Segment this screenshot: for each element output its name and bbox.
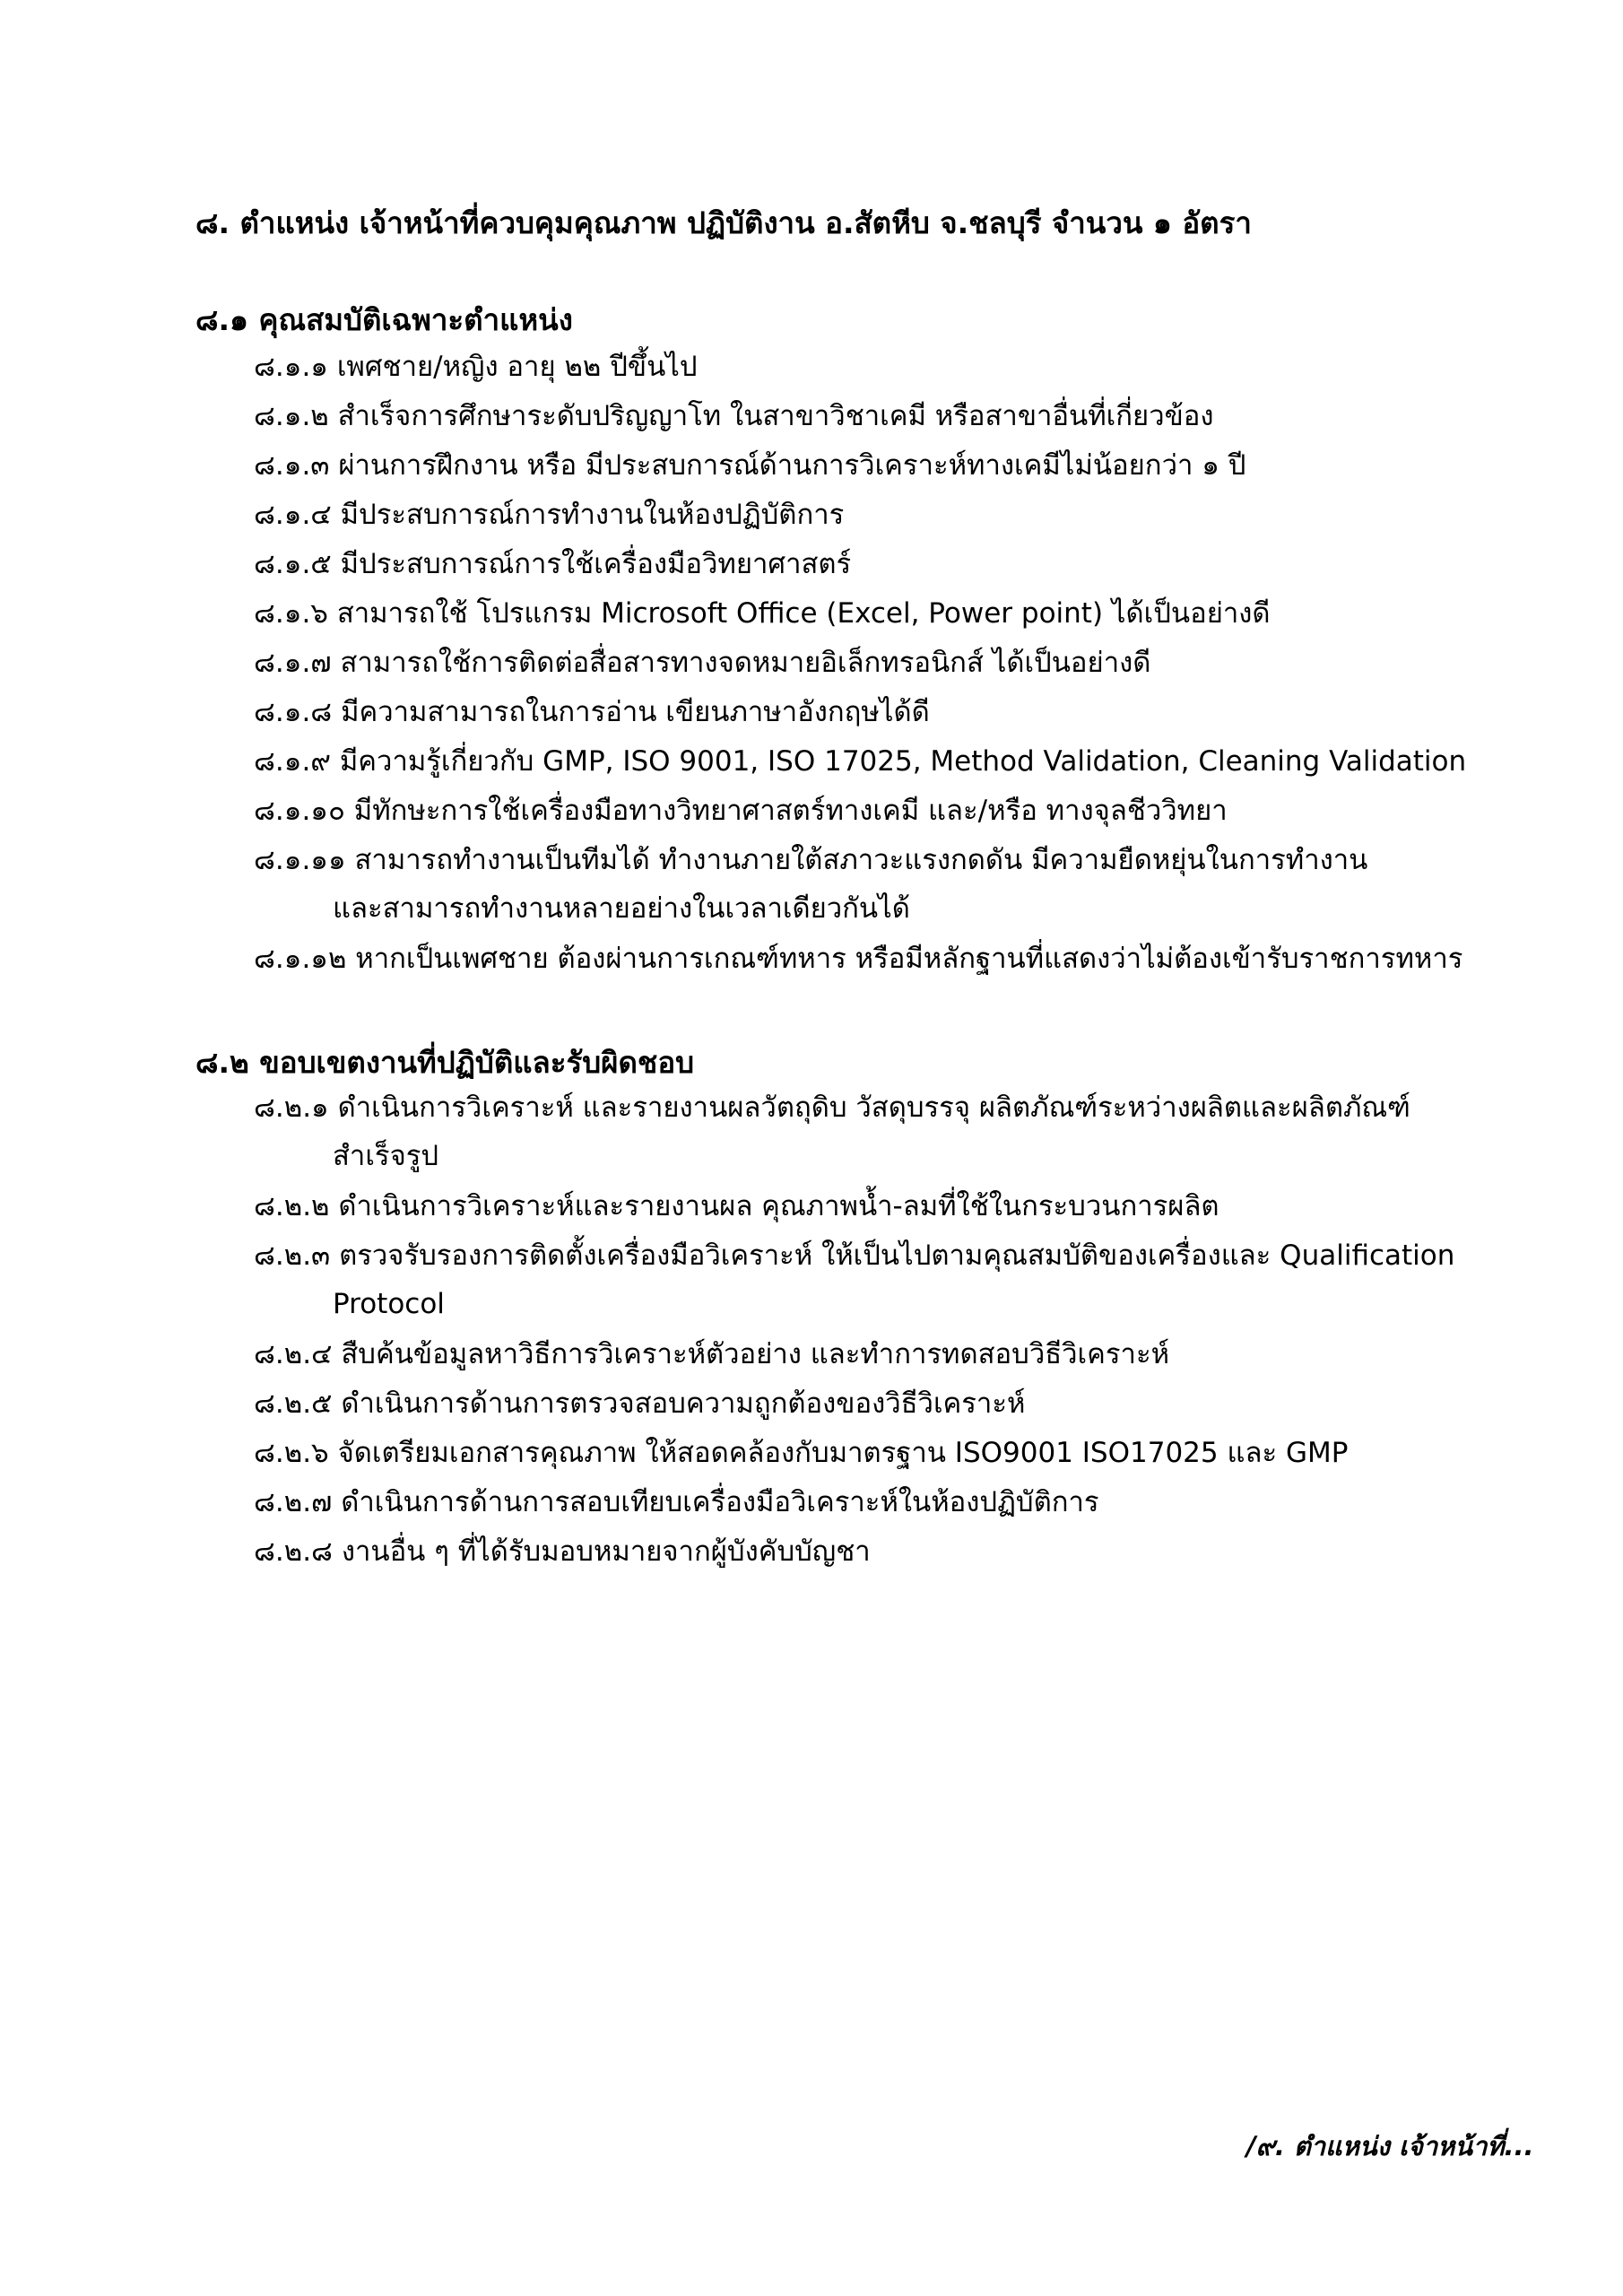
qualification-item: ๘.๑.๙ มีความรู้เกี่ยวกับ GMP, ISO 9001, ISO 17025, Method Validation, Cleaning Validation: [254, 745, 1467, 778]
section-qualifications-heading: ๘.๑ คุณสมบัติเฉพาะตำแหน่ง: [195, 302, 573, 337]
qualification-item: [254, 836, 1367, 933]
qualification-item: ๘.๑.๑๐ มีทักษะการใช้เครื่องมือทางวิทยาศาสตร์ทางเคมี และ/หรือ ทางจุลชีววิทยา: [254, 795, 1228, 827]
qualification-item: ๘.๑.๔ มีประสบการณ์การทำงานในห้องปฏิบัติการ: [254, 499, 845, 531]
qualification-item: ๘.๑.๒ สำเร็จการศึกษาระดับปริญญาโท ในสาขาวิชาเคมี หรือสาขาอื่นที่เกี่ยวข้อง: [254, 400, 1214, 432]
qualification-item: ๘.๑.๑ เพศชาย/หญิง อายุ ๒๒ ปีขึ้นไป: [254, 351, 698, 383]
responsibility-item: ๘.๒.๘ งานอื่น ๆ ที่ได้รับมอบหมายจากผู้บังคับบัญชา: [254, 1535, 871, 1568]
qualification-item: ๘.๑.๓ ผ่านการฝึกงาน หรือ มีประสบการณ์ด้านการวิเคราะห์ทางเคมีไม่น้อยกว่า ๑ ปี: [254, 449, 1246, 482]
next-page-reference: /๙. ตำแหน่ง เจ้าหน้าที่...: [1246, 2131, 1534, 2161]
responsibility-item: ๘.๒.๒ ดำเนินการวิเคราะห์และรายงานผล คุณภาพน้ำ-ลมที่ใช้ในกระบวนการผลิต: [254, 1190, 1219, 1222]
qualification-item: ๘.๑.๘ มีความสามารถในการอ่าน เขียนภาษาอังกฤษได้ดี: [254, 696, 930, 728]
qualification-item: ๘.๑.๗ สามารถใช้การติดต่อสื่อสารทางจดหมายอิเล็กทรอนิกส์ ได้เป็นอย่างดี: [254, 647, 1151, 679]
responsibility-item: ๘.๒.๔ สืบค้นข้อมูลหาวิธีการวิเคราะห์ตัวอย่าง และทำการทดสอบวิธีวิเคราะห์: [254, 1338, 1170, 1370]
position-title: ๘. ตำแหน่ง เจ้าหน้าที่ควบคุมคุณภาพ ปฏิบัติงาน อ.สัตหีบ จ.ชลบุรี จำนวน ๑ อัตรา: [195, 205, 1252, 240]
responsibility-item: ๘.๒.๗ ดำเนินการด้านการสอบเทียบเครื่องมือวิเคราะห์ในห้องปฏิบัติการ: [254, 1486, 1099, 1518]
qualification-item-text: ๘.๑.๑๑ สามารถทำงานเป็นทีมได้ ทำงานภายใต้สภาวะแรงกดดัน มีความยืดหยุ่นในการทำงาน: [254, 844, 1368, 876]
responsibility-item: [254, 1231, 1454, 1328]
responsibility-item: [254, 1083, 1410, 1180]
responsibility-item-text: ๘.๒.๓ ตรวจรับรองการติดตั้งเครื่องมือวิเคราะห์ ให้เป็นไปตามคุณสมบัติของเครื่องและ Qualification: [254, 1239, 1455, 1272]
qualification-item: ๘.๑.๕ มีประสบการณ์การใช้เครื่องมือวิทยาศาสตร์: [254, 548, 852, 580]
responsibility-item-text: ๘.๒.๑ ดำเนินการวิเคราะห์ และรายงานผลวัตถุดิบ วัสดุบรรจุ ผลิตภัณฑ์ระหว่างผลิตและผลิตภัณฑ์: [254, 1091, 1410, 1124]
qualification-item: ๘.๑.๑๒ หากเป็นเพศชาย ต้องผ่านการเกณฑ์ทหาร หรือมีหลักฐานที่แสดงว่าไม่ต้องเข้ารับราชการทหาร: [254, 943, 1463, 975]
responsibility-item: ๘.๒.๖ จัดเตรียมเอกสารคุณภาพ ให้สอดคล้องกับมาตรฐาน ISO9001 ISO17025 และ GMP: [254, 1437, 1349, 1469]
qualification-item: ๘.๑.๖ สามารถใช้ โปรแกรม Microsoft Office (Excel, Power point) ได้เป็นอย่างดี: [254, 597, 1271, 630]
responsibility-item-continuation: Protocol: [333, 1288, 445, 1320]
responsibility-item-continuation: สำเร็จรูป: [333, 1140, 439, 1172]
responsibility-item: ๘.๒.๕ ดำเนินการด้านการตรวจสอบความถูกต้องของวิธีวิเคราะห์: [254, 1387, 1026, 1420]
qualification-item-continuation: และสามารถทำงานหลายอย่างในเวลาเดียวกันได้: [333, 892, 910, 925]
section-responsibilities-heading: ๘.๒ ขอบเขตงานที่ปฏิบัติและรับผิดชอบ: [195, 1045, 695, 1080]
